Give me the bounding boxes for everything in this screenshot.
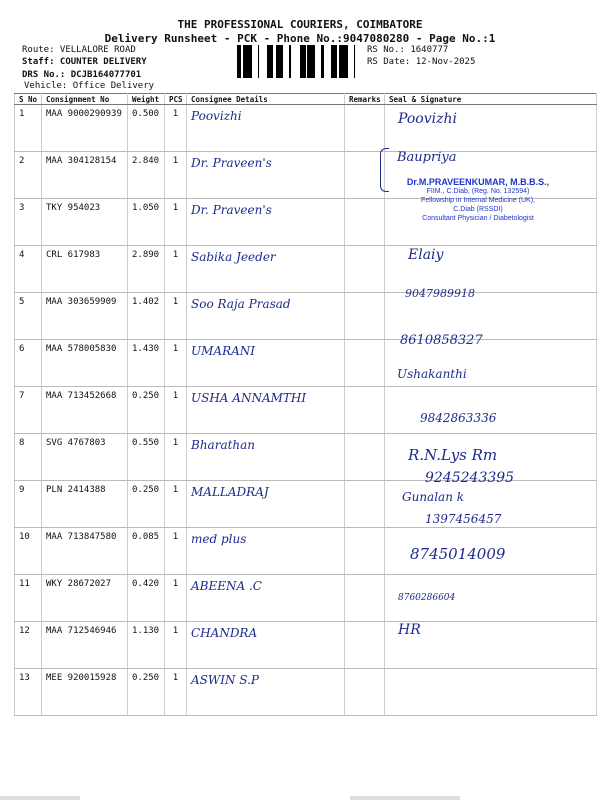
barcode-bar [313, 45, 315, 78]
signature: HR [398, 622, 421, 638]
row-pcs: 1 [165, 293, 187, 340]
row-weight: 0.550 [128, 434, 165, 481]
row-remarks [345, 293, 385, 340]
barcode-bar [331, 45, 333, 78]
row-remarks [345, 387, 385, 434]
row-sno: 13 [15, 669, 42, 716]
row-pcs: 1 [165, 434, 187, 481]
table-row [15, 340, 597, 387]
barcode-bar [339, 45, 342, 78]
barcode-bar [243, 45, 246, 78]
barcode-bar [277, 45, 279, 78]
row-remarks [345, 434, 385, 481]
table-row [15, 528, 597, 575]
row-signature [385, 387, 597, 434]
row-consignment: MAA 712546946 [42, 622, 128, 669]
row-remarks [345, 105, 385, 152]
row-sno: 4 [15, 246, 42, 293]
barcode-bar [282, 45, 283, 78]
barcode-bar [237, 45, 240, 78]
table-row [15, 387, 597, 434]
barcode-bar [279, 45, 282, 78]
barcode-bar [271, 45, 273, 78]
row-sno: 12 [15, 622, 42, 669]
barcode-bar [354, 45, 355, 78]
table-row [15, 246, 597, 293]
barcode-bar [336, 45, 337, 78]
barcode-image [237, 45, 363, 78]
row-pcs: 1 [165, 622, 187, 669]
phone-note: 8610858327 [400, 333, 483, 348]
row-pcs: 1 [165, 481, 187, 528]
runsheet-subtitle: Delivery Runsheet - PCK - Phone No.:9047080280 - Page No.:1 [104, 32, 496, 45]
barcode-bar [240, 45, 241, 78]
row-consignment: MAA 9000290939 [42, 105, 128, 152]
row-sno: 6 [15, 340, 42, 387]
table-header-row [15, 94, 597, 105]
col-consignee: Consignee Details [187, 94, 345, 105]
row-consignment: PLN 2414388 [42, 481, 128, 528]
barcode-bar [343, 45, 345, 78]
barcode-bar [333, 45, 336, 78]
row-consignee: USHA ANNAMTHI [187, 387, 345, 434]
row-pcs: 1 [165, 387, 187, 434]
doctor-stamp [378, 178, 578, 223]
row-consignment: SVG 4767803 [42, 434, 128, 481]
row-weight: 1.050 [128, 199, 165, 246]
row-weight: 0.250 [128, 387, 165, 434]
signature: R.N.Lys Rm [408, 446, 498, 464]
row-weight: 0.085 [128, 528, 165, 575]
barcode-bar [342, 45, 343, 78]
row-consignee: ABEENA .C [187, 575, 345, 622]
table-row [15, 481, 597, 528]
barcode-bar [246, 45, 247, 78]
table-row [15, 622, 597, 669]
row-remarks [345, 622, 385, 669]
col-sno: S No [15, 94, 42, 105]
table-row [15, 293, 597, 340]
row-consignment: MAA 304128154 [42, 152, 128, 199]
row-weight: 1.430 [128, 340, 165, 387]
row-pcs: 1 [165, 528, 187, 575]
phone-note: 8760286604 [398, 593, 456, 603]
company-title: THE PROFESSIONAL COURIERS, COIMBATORE [177, 18, 423, 31]
scan-edge [0, 796, 80, 800]
stamp-line: Consultant Physician / Diabetologist [422, 215, 534, 222]
rs-number: RS No.: 1640777 [367, 45, 449, 55]
row-consignment: MAA 713847580 [42, 528, 128, 575]
row-consignment: CRL 617983 [42, 246, 128, 293]
barcode-bar [345, 45, 348, 78]
signature: Baupriya [397, 150, 457, 165]
row-consignee: Dr. Praveen's [187, 152, 345, 199]
row-pcs: 1 [165, 199, 187, 246]
row-sno: 10 [15, 528, 42, 575]
row-consignee: Dr. Praveen's [187, 199, 345, 246]
staff-label: Staff: COUNTER DELIVERY [22, 57, 147, 67]
row-sno: 9 [15, 481, 42, 528]
row-signature [385, 669, 597, 716]
row-weight: 2.840 [128, 152, 165, 199]
row-weight: 0.420 [128, 575, 165, 622]
phone-note: 8745014009 [410, 545, 506, 563]
row-consignee: UMARANI [187, 340, 345, 387]
row-weight: 0.250 [128, 669, 165, 716]
row-sno: 2 [15, 152, 42, 199]
row-consignment: MEE 920015928 [42, 669, 128, 716]
stamp-line: FIIM., C.Diab, (Reg. No. 132594) [426, 188, 530, 195]
row-sno: 11 [15, 575, 42, 622]
route-label: Route: VELLALORE ROAD [22, 45, 136, 55]
stamp-line: Dr.M.PRAVEENKUMAR, M.B.B.S., [406, 177, 550, 187]
row-consignee: ASWIN S.P [187, 669, 345, 716]
signature: Gunalan k [402, 490, 465, 504]
barcode-bar [258, 45, 259, 78]
row-weight: 1.402 [128, 293, 165, 340]
phone-note: 1397456457 [425, 512, 502, 526]
barcode-bar [249, 45, 252, 78]
signature: Ushakanthi [397, 367, 467, 381]
col-weight: Weight [128, 94, 165, 105]
barcode-bar [321, 45, 324, 78]
barcode-bar [270, 45, 271, 78]
table-row [15, 105, 597, 152]
phone-note: 9245243395 [425, 470, 515, 486]
row-pcs: 1 [165, 669, 187, 716]
row-remarks [345, 246, 385, 293]
barcode-bar [301, 45, 303, 78]
row-consignee: MALLADRAJ [187, 481, 345, 528]
row-weight: 1.130 [128, 622, 165, 669]
stamp-line: C.Diab (RSSDI) [453, 206, 503, 213]
row-pcs: 1 [165, 152, 187, 199]
table-row [15, 669, 597, 716]
barcode-bar [247, 45, 249, 78]
row-pcs: 1 [165, 575, 187, 622]
col-remarks: Remarks [345, 94, 385, 105]
phone-note: 9047989918 [405, 287, 475, 300]
scan-edge [350, 796, 460, 800]
barcode-bar [307, 45, 309, 78]
vehicle-label: Vehicle: Office Delivery [24, 81, 155, 91]
barcode-bar [300, 45, 301, 78]
row-consignment: TKY 954023 [42, 199, 128, 246]
row-consignee: Bharathan [187, 434, 345, 481]
barcode-bar [276, 45, 277, 78]
row-sno: 3 [15, 199, 42, 246]
phone-note: 9842863336 [420, 411, 497, 425]
row-weight: 0.250 [128, 481, 165, 528]
row-consignee: Sabika Jeeder [187, 246, 345, 293]
row-weight: 0.500 [128, 105, 165, 152]
row-sno: 7 [15, 387, 42, 434]
col-pcs: PCS [165, 94, 187, 105]
row-consignment: MAA 578005830 [42, 340, 128, 387]
row-remarks [345, 481, 385, 528]
row-pcs: 1 [165, 340, 187, 387]
signature: Elaiy [408, 247, 444, 263]
row-remarks [345, 669, 385, 716]
row-consignee: CHANDRA [187, 622, 345, 669]
table-row [15, 575, 597, 622]
drs-number: DRS No.: DCJB164077701 [22, 70, 142, 80]
row-consignment: MAA 303659909 [42, 293, 128, 340]
row-remarks [345, 528, 385, 575]
row-pcs: 1 [165, 246, 187, 293]
row-sno: 8 [15, 434, 42, 481]
row-consignee: Poovizhi [187, 105, 345, 152]
barcode-bar [312, 45, 313, 78]
stamp-line: Fellowship in Internal Medicine (UK), [421, 197, 535, 204]
row-weight: 2.890 [128, 246, 165, 293]
col-consignment: Consignment No [42, 94, 128, 105]
row-remarks [345, 575, 385, 622]
row-consignment: MAA 713452668 [42, 387, 128, 434]
row-remarks [345, 340, 385, 387]
barcode-bar [289, 45, 291, 78]
barcode-bar [303, 45, 306, 78]
row-sno: 5 [15, 293, 42, 340]
row-consignee: med plus [187, 528, 345, 575]
row-consignee: Soo Raja Prasad [187, 293, 345, 340]
rs-date: RS Date: 12-Nov-2025 [367, 57, 476, 67]
col-signature: Seal & Signature [385, 94, 597, 105]
barcode-bar [309, 45, 312, 78]
signature: Poovizhi [398, 111, 457, 127]
barcode-bar [267, 45, 270, 78]
row-pcs: 1 [165, 105, 187, 152]
row-sno: 1 [15, 105, 42, 152]
row-consignment: WKY 28672027 [42, 575, 128, 622]
